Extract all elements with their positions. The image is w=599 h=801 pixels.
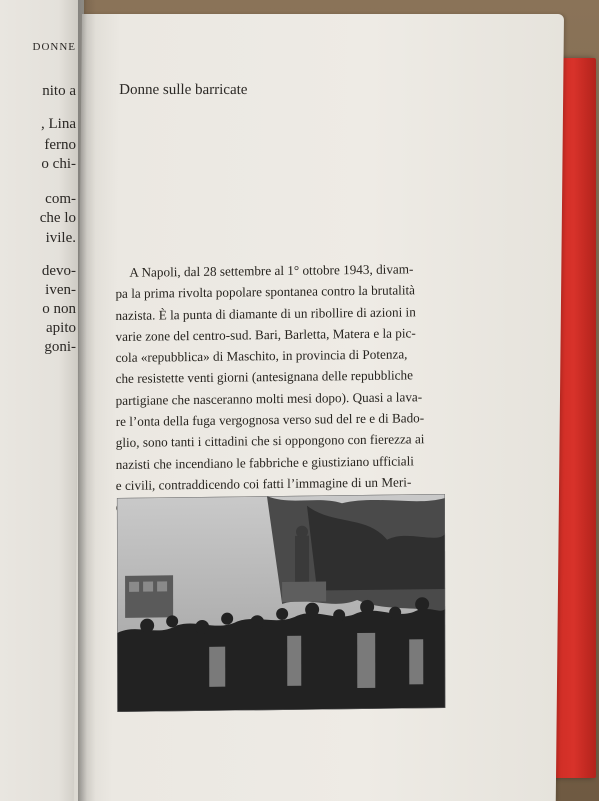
- left-page-text-fragment: goni-: [44, 339, 76, 355]
- left-page-text-fragment: ivile.: [45, 230, 76, 246]
- photo-tram-window: [157, 581, 167, 591]
- body-line: che resistette venti giorni (antesignana delle repubbliche: [115, 367, 413, 387]
- left-page-text-fragment: ferno: [44, 137, 76, 153]
- body-line: partigiane che nasceranno molti mesi dopo). Quasi a lava-: [115, 389, 423, 408]
- historical-crowd-photograph: [117, 494, 445, 712]
- photo-figure-on-monument: [295, 536, 309, 584]
- left-page-running-head-fragment: DONNE: [32, 41, 76, 53]
- left-page-text-fragment: iven-: [45, 282, 76, 298]
- left-page-text-fragment: nito a: [42, 83, 76, 99]
- left-page-text-fragment: che lo: [39, 210, 76, 226]
- running-head: Donne sulle barricate: [119, 82, 248, 98]
- body-line: cola «repubblica» di Maschito, in provincia di Potenza,: [115, 346, 408, 366]
- left-page-text-fragment: com-: [45, 191, 76, 207]
- left-page-text-fragment: , Lina: [41, 116, 76, 132]
- right-page: [74, 14, 564, 801]
- body-line: e civili, contraddicendo coi fatti l’immagine di un Meri-: [115, 474, 412, 493]
- photo-monument-base: [282, 581, 326, 602]
- crowd-photo-illustration: [117, 494, 445, 712]
- photo-tram-window: [129, 582, 139, 592]
- body-line: re l’onta della fuga vergognosa verso sud del re e di Bado-: [115, 410, 425, 430]
- body-line: A Napoli, dal 28 settembre al 1° ottobre 1943, divam-: [129, 261, 414, 280]
- left-page: [0, 0, 84, 801]
- body-line: nazisti che incendiano le fabbriche e giustiziano ufficiali: [115, 453, 414, 472]
- left-page-text-fragment: o non: [42, 301, 76, 317]
- left-page-text-fragment: apito: [46, 320, 76, 336]
- body-paragraph: [115, 258, 475, 518]
- left-page-text-fragment: o chi-: [41, 156, 76, 172]
- body-line: nazista. È la punta di diamante di un ribollire di azioni in: [115, 303, 416, 323]
- body-line: varie zone del centro-sud. Bari, Barletta, Matera e la pic-: [115, 325, 416, 344]
- photo-tram-window: [143, 582, 153, 592]
- body-line: pa la prima rivolta popolare spontanea contro la brutalità: [115, 282, 416, 302]
- left-page-text-fragment: devo-: [41, 263, 76, 279]
- body-line: glio, sono tanti i cittadini che si oppongono con fierezza ai: [115, 431, 425, 451]
